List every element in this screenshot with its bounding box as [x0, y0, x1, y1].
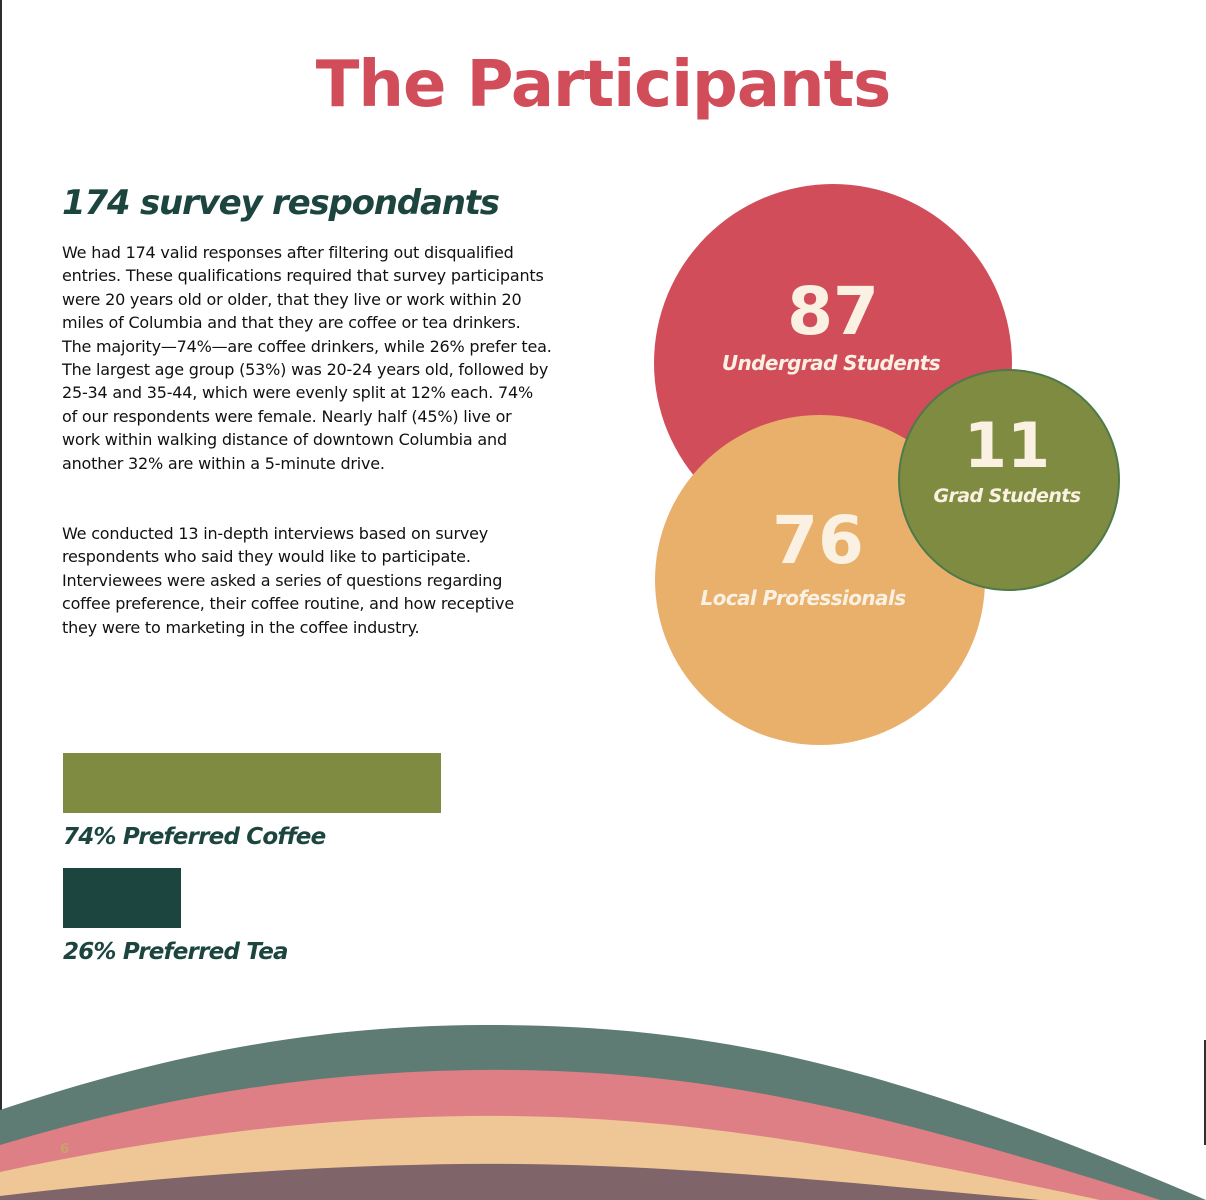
undergrad-count: 87: [787, 273, 879, 350]
professionals-count: 76: [772, 502, 864, 579]
page-title: The Participants: [315, 48, 891, 122]
undergrad-label: Undergrad Students: [721, 351, 941, 375]
decorative-wave-bands: [0, 1000, 1206, 1200]
tea-preference-bar: [63, 868, 181, 928]
section-heading: 174 survey respondants: [62, 183, 499, 223]
page-number: 6: [60, 1142, 70, 1157]
grad-count: 11: [963, 409, 1051, 482]
coffee-preference-label: 74% Preferred Coffee: [63, 824, 326, 850]
tea-preference-label: 26% Preferred Tea: [63, 939, 288, 965]
intro-paragraph: We had 174 valid responses after filtering out disqualified entries. These qualifications required that survey participants were 20 years old or older, that they live or work within 20 miles of Columbia and that they are coffee or tea drinkers. The majority—74%—are coffee drinkers, while 26% prefer tea. The largest age group (53%) was 20-24 years old, followed by 25-34 and 35-44, which were evenly split at 12% each. 74% of our respondents were female. Nearly half (45%) live or work within walking distance of downtown Columbia and another 32% are within a 5-minute drive.: [62, 243, 552, 473]
coffee-preference-bar: [63, 753, 441, 813]
grad-label: Grad Students: [933, 485, 1081, 507]
interviews-paragraph: We conducted 13 in-depth interviews based on survey respondents who said they would like to participate. Interviewees were asked a series of questions regarding coffee preference, their coffee routine, and how receptive they were to marketing in the coffee industry.: [62, 524, 514, 637]
professionals-label: Local Professionals: [700, 586, 906, 610]
